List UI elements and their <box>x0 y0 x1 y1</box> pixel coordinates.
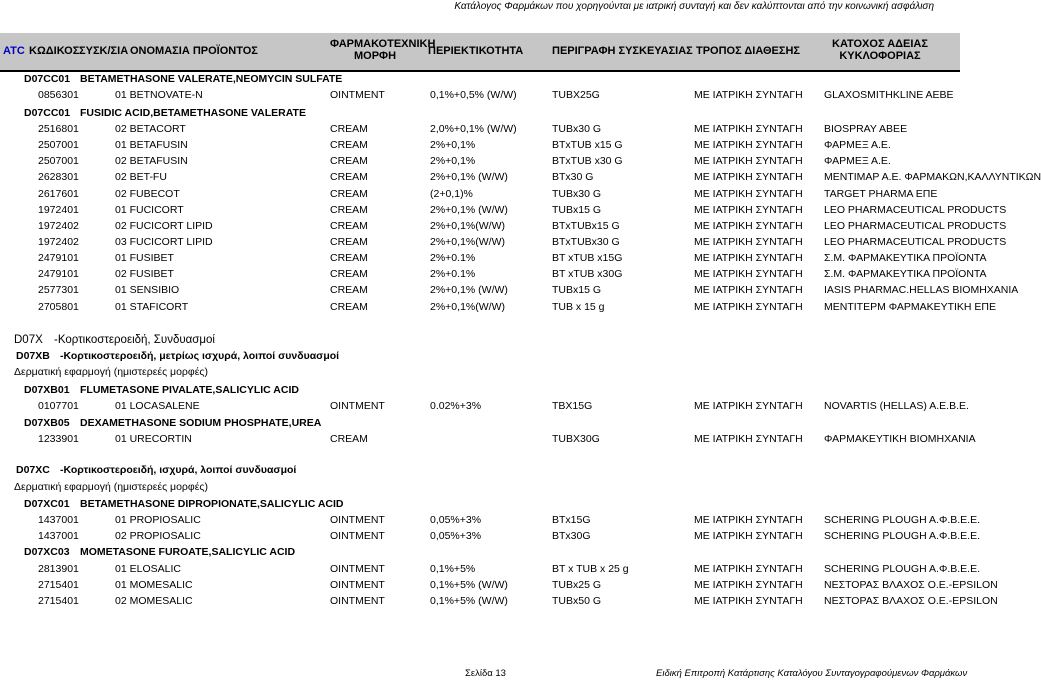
product-dispensing: ΜΕ ΙΑΤΡΙΚΗ ΣΥΝΤΑΓΗ <box>694 89 803 101</box>
atc-code: D07XC01 <box>24 498 70 510</box>
product-pack: TUBx25 G <box>552 579 602 591</box>
subsection-label: -Κορτικοστεροειδή, ισχυρά, λοιποί συνδυασμοί <box>60 464 297 476</box>
table-row <box>0 300 997 314</box>
product-name: 01 LOCASALENE <box>115 400 200 412</box>
product-name: 03 FUCICORT LIPID <box>115 236 213 248</box>
substance-name: FLUMETASONE PIVALATE,SALICYLIC ACID <box>80 384 299 396</box>
product-pack: TUBx30 G <box>552 188 602 200</box>
subsection-label: -Κορτικοστεροειδή, μετρίως ισχυρά, λοιποί συνδυασμοί <box>60 350 340 362</box>
table-row <box>0 562 980 576</box>
product-form: CREAM <box>330 171 368 183</box>
subsection-heading <box>16 464 516 478</box>
substance-name: MOMETASONE FUROATE,SALICYLIC ACID <box>80 546 296 558</box>
product-dispensing: ΜΕ ΙΑΤΡΙΚΗ ΣΥΝΤΑΓΗ <box>694 579 803 591</box>
substance-name: FUSIDIC ACID,BETAMETHASONE VALERATE <box>80 107 306 119</box>
page-title: Κατάλογος Φαρμάκων που χορηγούνται με ιατρική συνταγή και δεν καλύπτονται από την κοινωνική ασφάλιση <box>454 1 934 12</box>
header-dispensing: ΤΡΟΠΟΣ ΔΙΑΘΕΣΗΣ <box>696 45 801 57</box>
product-form: CREAM <box>330 123 368 135</box>
product-name: 01 FUSIBET <box>115 252 174 264</box>
table-row <box>0 219 1007 233</box>
product-name: 02 FUSIBET <box>115 268 174 280</box>
substance-name: BETAMETHASONE VALERATE,NEOMYCIN SULFATE <box>80 73 343 85</box>
product-holder: LEO PHARMACEUTICAL PRODUCTS <box>824 236 1007 248</box>
atc-group-row <box>0 545 960 559</box>
product-strength: 2%+0,1%(W/W) <box>430 301 505 313</box>
product-form: CREAM <box>330 204 368 216</box>
product-strength: 0,1%+0,5% (W/W) <box>430 89 517 101</box>
product-pack: BTxTUBx15 G <box>552 220 620 232</box>
atc-group-row <box>0 72 960 86</box>
header-strength: ΠΕΡΙΕΚΤΙΚΟΤΗΤΑ <box>428 45 524 57</box>
atc-code: D07CC01 <box>24 73 71 85</box>
product-name: 02 FUCICORT LIPID <box>115 220 213 232</box>
product-holder: Σ.Μ. ΦΑΡΜΑΚΕΥΤΙΚΑ ΠΡΟΪΟΝΤΑ <box>824 268 987 280</box>
product-holder: SCHERING PLOUGH A.Φ.B.E.E. <box>824 530 980 542</box>
header-product: ΟΝΟΜΑΣΙΑ ΠΡΟΪΟΝΤΟΣ <box>130 45 258 57</box>
product-holder: ΦΑΡΜΕΞ Α.Ε. <box>824 139 891 151</box>
product-code: 2628301 <box>38 171 79 183</box>
product-pack: TBX15G <box>552 400 593 412</box>
product-dispensing: ΜΕ ΙΑΤΡΙΚΗ ΣΥΝΤΑΓΗ <box>694 284 803 296</box>
substance-name: DEXAMETHASONE SODIUM PHOSPHATE,UREA <box>80 417 322 429</box>
section-label: -Κορτικοστεροειδή, Συνδυασμοί <box>54 334 215 346</box>
table-row <box>0 138 960 152</box>
product-strength: 2%+0,1% (W/W) <box>430 204 508 216</box>
product-dispensing: ΜΕ ΙΑΤΡΙΚΗ ΣΥΝΤΑΓΗ <box>694 123 803 135</box>
product-dispensing: ΜΕ ΙΑΤΡΙΚΗ ΣΥΝΤΑΓΗ <box>694 252 803 264</box>
table-row <box>0 399 969 413</box>
product-dispensing: ΜΕ ΙΑΤΡΙΚΗ ΣΥΝΤΑΓΗ <box>694 595 803 607</box>
product-holder: LEO PHARMACEUTICAL PRODUCTS <box>824 220 1007 232</box>
product-form: OINTMENT <box>330 595 385 607</box>
product-pack: BTxTUBx30 G <box>552 236 620 248</box>
product-code: 2507001 <box>38 139 79 151</box>
product-form: CREAM <box>330 155 368 167</box>
product-holder: SCHERING PLOUGH A.Φ.B.E.E. <box>824 514 980 526</box>
page-number: Σελίδα 13 <box>465 668 506 679</box>
product-strength: 0,1%+5% (W/W) <box>430 579 508 591</box>
product-form: CREAM <box>330 220 368 232</box>
product-holder: IASIS PHARMAC.HELLAS ΒΙΟΜΗΧΑΝΙΑ <box>824 284 1019 296</box>
atc-group-row <box>0 416 960 430</box>
product-strength: (2+0,1)% <box>430 188 473 200</box>
product-form: OINTMENT <box>330 579 385 591</box>
product-strength: 2%+0.1% <box>430 268 476 280</box>
product-holder: SCHERING PLOUGH A.Φ.B.E.E. <box>824 563 980 575</box>
table-row <box>0 251 987 265</box>
product-pack: BTxTUB x15 G <box>552 139 623 151</box>
product-form: CREAM <box>330 268 368 280</box>
header-form: ΦΑΡΜΑΚΟΤΕΧΝΙΚΗ ΜΟΡΦΗ <box>330 38 436 62</box>
product-code: 2507001 <box>38 155 79 167</box>
product-name: 01 PROPIOSALIC <box>115 514 201 526</box>
table-header <box>0 33 960 72</box>
product-pack: TUBX25G <box>552 89 600 101</box>
product-pack: BT xTUB x30G <box>552 268 623 280</box>
product-pack: TUBx30 G <box>552 123 602 135</box>
product-code: 1972402 <box>38 236 79 248</box>
product-holder: ΦΑΡΜΕΞ Α.Ε. <box>824 155 891 167</box>
product-name: 01 FUCICORT <box>115 204 184 216</box>
product-holder: BIOSPRAY ABEE <box>824 123 908 135</box>
product-dispensing: ΜΕ ΙΑΤΡΙΚΗ ΣΥΝΤΑΓΗ <box>694 268 803 280</box>
table-row <box>0 529 980 543</box>
product-holder: TARGET PHARMA ΕΠΕ <box>824 188 938 200</box>
product-holder: ΝΕΣΤΟΡΑΣ ΒΛΑΧΟΣ Ο.Ε.-EPSILON <box>824 579 998 591</box>
product-code: 1972401 <box>38 204 79 216</box>
product-code: 2715401 <box>38 595 79 607</box>
table-row <box>0 283 1019 297</box>
product-dispensing: ΜΕ ΙΑΤΡΙΚΗ ΣΥΝΤΑΓΗ <box>694 139 803 151</box>
product-dispensing: ΜΕ ΙΑΤΡΙΚΗ ΣΥΝΤΑΓΗ <box>694 301 803 313</box>
table-row <box>0 235 1007 249</box>
product-dispensing: ΜΕ ΙΑΤΡΙΚΗ ΣΥΝΤΑΓΗ <box>694 155 803 167</box>
header-syskia: ΣΥΣΚ/ΣΙΑ <box>79 45 129 57</box>
product-code: 0856301 <box>38 89 79 101</box>
product-strength: 2%+0,1%(W/W) <box>430 220 505 232</box>
product-strength: 2%+0,1% (W/W) <box>430 171 508 183</box>
section-code: D07X <box>14 334 43 346</box>
table-row <box>0 122 960 136</box>
product-strength: 2%+0.1% <box>430 252 476 264</box>
subsection-heading <box>16 350 516 364</box>
table-row <box>0 203 1007 217</box>
product-form: OINTMENT <box>330 400 385 412</box>
product-form: OINTMENT <box>330 89 385 101</box>
product-pack: TUBx15 G <box>552 204 602 216</box>
product-name: 02 MOMESALIC <box>115 595 193 607</box>
product-dispensing: ΜΕ ΙΑΤΡΙΚΗ ΣΥΝΤΑΓΗ <box>694 563 803 575</box>
product-holder: GLAXOSMITHKLINE AEBE <box>824 89 954 101</box>
product-holder: Σ.Μ. ΦΑΡΜΑΚΕΥΤΙΚΑ ΠΡΟΪΟΝΤΑ <box>824 252 987 264</box>
route-note: Δερματική εφαρμογή (ημιστερεές μορφές) <box>14 366 208 378</box>
product-dispensing: ΜΕ ΙΑΤΡΙΚΗ ΣΥΝΤΑΓΗ <box>694 400 803 412</box>
product-strength: 0,05%+3% <box>430 530 482 542</box>
product-code: 1437001 <box>38 514 79 526</box>
product-code: 1972402 <box>38 220 79 232</box>
product-code: 2813901 <box>38 563 79 575</box>
product-strength: 2%+0,1% <box>430 139 476 151</box>
product-form: OINTMENT <box>330 514 385 526</box>
product-dispensing: ΜΕ ΙΑΤΡΙΚΗ ΣΥΝΤΑΓΗ <box>694 514 803 526</box>
header-packaging: ΠΕΡΙΓΡΑΦΗ ΣΥΣΚΕΥΑΣΙΑΣ <box>552 45 693 57</box>
table-row <box>0 432 976 446</box>
product-code: 1233901 <box>38 433 79 445</box>
header-code: ΚΩΔΙΚΟΣ <box>29 45 80 57</box>
product-dispensing: ΜΕ ΙΑΤΡΙΚΗ ΣΥΝΤΑΓΗ <box>694 236 803 248</box>
product-holder: ΝΕΣΤΟΡΑΣ ΒΛΑΧΟΣ Ο.Ε.-EPSILON <box>824 595 998 607</box>
product-strength: 0,05%+3% <box>430 514 482 526</box>
product-name: 01 URECORTIN <box>115 433 192 445</box>
product-name: 02 BETAFUSIN <box>115 155 188 167</box>
atc-group-row <box>0 497 960 511</box>
table-row <box>0 170 1041 184</box>
product-form: OINTMENT <box>330 563 385 575</box>
product-name: 02 PROPIOSALIC <box>115 530 201 542</box>
product-dispensing: ΜΕ ΙΑΤΡΙΚΗ ΣΥΝΤΑΓΗ <box>694 204 803 216</box>
product-strength: 0,1%+5% (W/W) <box>430 595 508 607</box>
atc-code: D07XB01 <box>24 384 70 396</box>
product-pack: TUBx50 G <box>552 595 602 607</box>
atc-code: D07XB05 <box>24 417 70 429</box>
product-pack: BT xTUB x15G <box>552 252 623 264</box>
product-holder: ΜΕΝΤΙΜΑΡ Α.Ε. ΦΑΡΜΑΚΩΝ,ΚΑΛΛΥΝΤΙΚΩΝ <box>824 171 1041 183</box>
table-row <box>0 513 980 527</box>
product-name: 01 BETAFUSIN <box>115 139 188 151</box>
atc-group-row <box>0 106 960 120</box>
product-code: 0107701 <box>38 400 79 412</box>
product-name: 01 STAFICORT <box>115 301 189 313</box>
product-code: 1437001 <box>38 530 79 542</box>
product-dispensing: ΜΕ ΙΑΤΡΙΚΗ ΣΥΝΤΑΓΗ <box>694 220 803 232</box>
product-name: 01 ELOSALIC <box>115 563 181 575</box>
product-form: CREAM <box>330 284 368 296</box>
product-name: 02 FUBECOT <box>115 188 180 200</box>
product-form: CREAM <box>330 188 368 200</box>
footer-committee: Ειδική Επιτροπή Κατάρτισης Καταλόγου Συνταγογραφούμενων Φαρμάκων <box>656 668 968 679</box>
product-strength: 2%+0,1% (W/W) <box>430 284 508 296</box>
product-strength: 2%+0,1%(W/W) <box>430 236 505 248</box>
table-row <box>0 154 960 168</box>
product-pack: TUBx15 G <box>552 284 602 296</box>
substance-name: BETAMETHASONE DIPROPIONATE,SALICYLIC ACID <box>80 498 344 510</box>
atc-group-row <box>0 383 960 397</box>
product-pack: BTx30G <box>552 530 591 542</box>
product-dispensing: ΜΕ ΙΑΤΡΙΚΗ ΣΥΝΤΑΓΗ <box>694 530 803 542</box>
product-form: OINTMENT <box>330 530 385 542</box>
product-form: CREAM <box>330 252 368 264</box>
product-code: 2516801 <box>38 123 79 135</box>
product-code: 2577301 <box>38 284 79 296</box>
product-name: 02 BET-FU <box>115 171 167 183</box>
product-pack: TUB x 15 g <box>552 301 605 313</box>
product-strength: 2,0%+0,1% (W/W) <box>430 123 517 135</box>
product-name: 01 MOMESALIC <box>115 579 193 591</box>
header-atc: ATC <box>3 45 25 57</box>
header-holder: ΚΑΤΟΧΟΣ ΑΔΕΙΑΣ ΚΥΚΛΟΦΟΡΙΑΣ <box>832 38 928 62</box>
product-code: 2705801 <box>38 301 79 313</box>
table-row <box>0 267 987 281</box>
product-code: 2479101 <box>38 268 79 280</box>
product-strength: 2%+0,1% <box>430 155 476 167</box>
atc-code: D07CC01 <box>24 107 71 119</box>
product-dispensing: ΜΕ ΙΑΤΡΙΚΗ ΣΥΝΤΑΓΗ <box>694 433 803 445</box>
product-holder: ΜΕΝΤΙΤΕΡΜ ΦΑΡΜΑΚΕΥΤΙΚΗ ΕΠΕ <box>824 301 997 313</box>
table-row <box>0 88 960 102</box>
product-code: 2479101 <box>38 252 79 264</box>
table-row <box>0 578 998 592</box>
table-row <box>0 187 960 201</box>
product-name: 02 BETACORT <box>115 123 186 135</box>
product-form: CREAM <box>330 301 368 313</box>
product-name: 01 BETNOVATE-N <box>115 89 203 101</box>
product-strength: 0.02%+3% <box>430 400 482 412</box>
route-note: Δερματική εφαρμογή (ημιστερεές μορφές) <box>14 481 208 493</box>
product-holder: LEO PHARMACEUTICAL PRODUCTS <box>824 204 1007 216</box>
table-row <box>0 594 998 608</box>
product-holder: NOVARTIS (HELLAS) A.E.B.E. <box>824 400 969 412</box>
product-form: CREAM <box>330 236 368 248</box>
product-name: 01 SENSIBIO <box>115 284 180 296</box>
product-dispensing: ΜΕ ΙΑΤΡΙΚΗ ΣΥΝΤΑΓΗ <box>694 171 803 183</box>
product-pack: BT x TUB x 25 g <box>552 563 629 575</box>
product-form: CREAM <box>330 139 368 151</box>
product-dispensing: ΜΕ ΙΑΤΡΙΚΗ ΣΥΝΤΑΓΗ <box>694 188 803 200</box>
product-form: CREAM <box>330 433 368 445</box>
subsection-code: D07XC <box>16 464 50 476</box>
product-pack: BTxTUB x30 G <box>552 155 623 167</box>
product-pack: BTx30 G <box>552 171 594 183</box>
product-code: 2617601 <box>38 188 79 200</box>
product-pack: BTx15G <box>552 514 591 526</box>
product-pack: TUBX30G <box>552 433 600 445</box>
product-code: 2715401 <box>38 579 79 591</box>
atc-code: D07XC03 <box>24 546 70 558</box>
product-strength: 0,1%+5% <box>430 563 476 575</box>
section-heading <box>14 334 414 349</box>
product-holder: ΦΑΡΜΑΚΕΥΤΙΚΗ ΒΙΟΜΗΧΑΝΙΑ <box>824 433 976 445</box>
subsection-code: D07XB <box>16 350 50 362</box>
